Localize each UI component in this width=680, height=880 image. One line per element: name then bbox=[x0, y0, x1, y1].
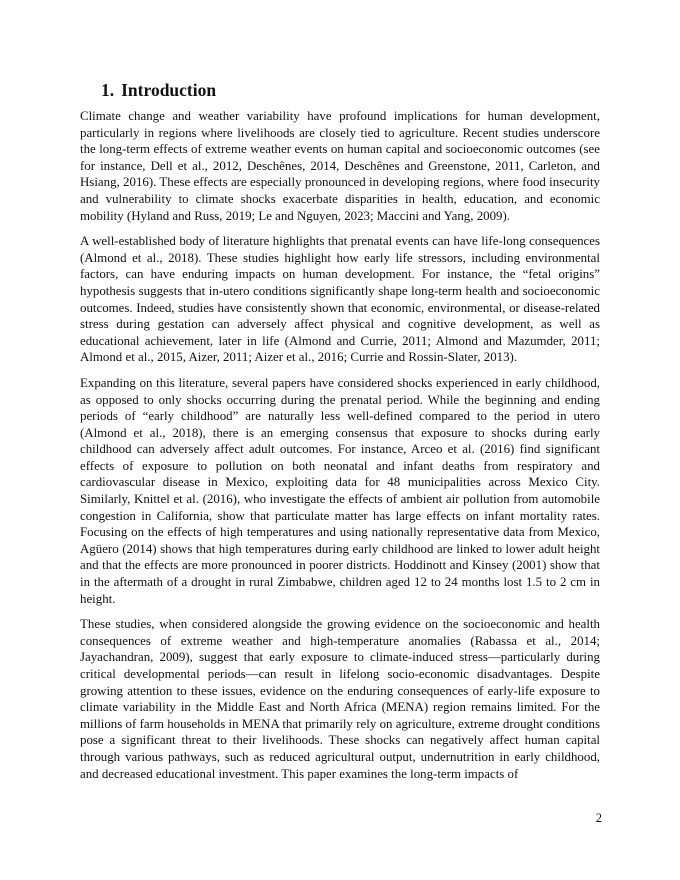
paragraph-2: A well-established body of literature highlights that prenatal events can have life-long consequences (Almond et al., 2018). These studies highlight how early life stressors, including environmental factors, can have enduring impacts on human development. For instance, the “fetal origins” hypothesis suggests that in-utero conditions significantly shape long-term health and socioeconomic outcomes. Indeed, studies have consistently shown that economic, environmental, or disease-related stress during gestation can adversely affect physical and cognitive development, as well as educational achievement, later in life (Almond and Currie, 2011; Almond and Mazumder, 2011; Almond et al., 2015, Aizer, 2011; Aizer et al., 2016; Currie and Rossin-Slater, 2013). bbox=[80, 234, 600, 365]
paragraph-3: Expanding on this literature, several papers have considered shocks experienced in early childhood, as opposed to only shocks occurring during the prenatal period. While the beginning and ending periods of “early childhood” are naturally less well-defined compared to the period in utero (Almond et al., 2018), there is an emerging consensus that exposure to shocks during early childhood can adversely affect adult outcomes. For instance, Arceo et al. (2016) find significant effects of exposure to pollution on both neonatal and infant deaths from respiratory and cardiovascular disease in Mexico, exploiting data for 48 municipalities across Mexico City. Similarly, Knittel et al. (2016), who investigate the effects of ambient air pollution from automobile congestion in California, show that particulate matter has large effects on infant mortality rates. Focusing on the effects of high temperatures and using nationally representative data from Mexico, Agüero (2014) shows that high temperatures during early childhood are linked to lower adult height and that the effects are more pronounced in poorer districts. Hoddinott and Kinsey (2001) show that in the aftermath of a drought in rural Zimbabwe, children aged 12 to 24 months lost 1.5 to 2 cm in height. bbox=[80, 375, 600, 606]
paragraph-4: These studies, when considered alongside the growing evidence on the socioeconomic and health consequences of extreme weather and high-temperature anomalies (Rabassa et al., 2014; Jayachandran, 2009), suggest that early exposure to climate-induced stress—particularly during critical developmental periods—can result in lifelong socio-economic disadvantages. Despite growing attention to these issues, evidence on the enduring consequences of early-life exposure to climate variability in the Middle East and North Africa (MENA) region remains limited. For the millions of farm households in MENA that primarily rely on agriculture, extreme drought conditions pose a significant threat to their livelihoods. These shocks can negatively affect human capital through various pathways, such as reduced agricultural output, undernutrition in early childhood, and decreased educational investment. This paper examines the long-term impacts of bbox=[80, 617, 600, 781]
paragraph-1: Climate change and weather variability have profound implications for human development, particularly in regions where livelihoods are closely tied to agriculture. Recent studies underscore the long-term effects of extreme weather events on human capital and socioeconomic outcomes (see for instance, Dell et al., 2012, Deschênes, 2014, Deschênes and Greenstone, 2011, Carleton, and Hsiang, 2016). These effects are especially pronounced in developing regions, where food insecurity and vulnerability to climate shocks exacerbate disparities in health, education, and economic mobility (Hyland and Russ, 2019; Le and Nguyen, 2023; Maccini and Yang, 2009). bbox=[80, 109, 600, 223]
page-number: 2 bbox=[595, 811, 602, 825]
body-text bbox=[80, 108, 600, 791]
section-number: 1. bbox=[101, 80, 115, 100]
section-heading bbox=[101, 79, 216, 101]
section-title: Introduction bbox=[121, 80, 217, 100]
